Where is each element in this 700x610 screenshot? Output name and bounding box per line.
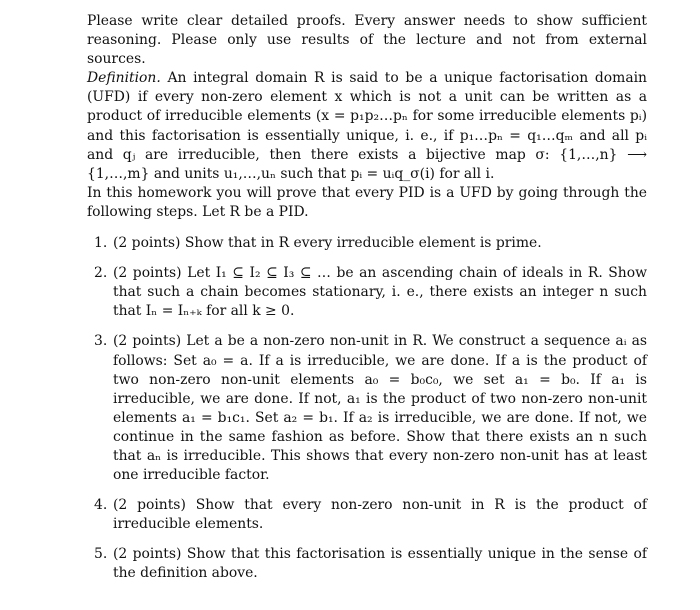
definition-paragraph <box>87 69 647 184</box>
definition-text: An integral domain R is said to be a unique factorisation domain (UFD) if every non-zero element x which is not a unit can be written as a product of irreducible elements (x = p₁p₂…pₙ for some irreducible elements pᵢ) and this factorisation is essentially unique, i. e., if p₁…pₙ = q₁…qₘ and all pᵢ and qⱼ are irreducible, then there exists a bijective map σ: {1,…,n} ⟶ {1,…,m} and units u₁,…,uₙ such that pᵢ = uᵢq_σ(i) for all i. <box>87 70 647 182</box>
exercise-item-2 <box>87 264 647 321</box>
exercise-number: 2. <box>94 265 108 282</box>
exercise-list <box>87 234 647 584</box>
exercise-item-5 <box>87 545 647 583</box>
exercise-item-4 <box>87 496 647 534</box>
definition-label: Definition. <box>87 70 161 87</box>
exercise-item-1 <box>87 234 647 253</box>
exercise-number: 4. <box>94 497 108 514</box>
instructions-paragraph: Please write clear detailed proofs. Every answer needs to show sufficient reasoning. Please only use results of the lecture and not from external sources. <box>87 13 647 68</box>
exercise-text: (2 points) Show that in R every irreducible element is prime. <box>113 235 542 252</box>
exercise-item-3 <box>87 332 647 485</box>
exercise-text: (2 points) Show that this factorisation is essentially unique in the sense of the definition above. <box>113 546 647 582</box>
homework-intro-paragraph: In this homework you will prove that every PID is a UFD by going through the following steps. Let R be a PID. <box>87 184 647 220</box>
exercise-number: 1. <box>94 235 108 252</box>
exercise-number: 3. <box>94 333 108 350</box>
exercise-text: (2 points) Let a be a non-zero non-unit in R. We construct a sequence aᵢ as follows: Set a₀ = a. If a is irreducible, we are done. If a is the product of two non-zero non-unit elements a₀ = b₀c₀, we set a₁ = b₀. If a₁ is irreducible, we are done. If not, a₁ is the product of two non-zero non-unit elements a₁ = b₁c₁. Set a₂ = b₁. If a₂ is irreducible, we are done. If not, we continue in the same fashion as before. Show that there exists an n such that aₙ is irreducible. This shows that every non-zero non-unit has at least one irreducible factor. <box>113 333 647 484</box>
exercise-text: (2 points) Show that every non-zero non-unit in R is the product of irreducible elements. <box>113 497 647 533</box>
exercise-text: (2 points) Let I₁ ⊆ I₂ ⊆ I₃ ⊆ … be an ascending chain of ideals in R. Show that such a chain becomes stationary, i. e., there exists an integer n such that Iₙ = Iₙ₊ₖ for all k ≥ 0. <box>113 265 647 320</box>
homework-sheet <box>87 12 647 595</box>
exercise-number: 5. <box>94 546 108 563</box>
